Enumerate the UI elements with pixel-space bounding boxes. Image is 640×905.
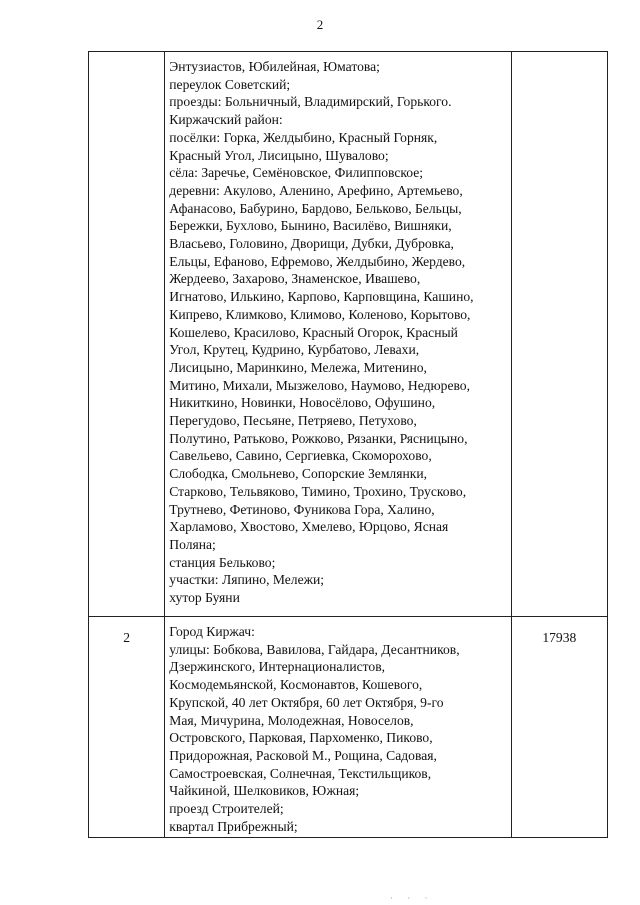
description-line: Слободка, Смольнево, Сопорские Землянки, [169, 466, 428, 482]
description-line: Старково, Тельвяково, Тимино, Трохино, Трусково, [169, 483, 467, 499]
description-line: Трутнево, Фетиново, Фуникова Гора, Халино, [169, 501, 435, 517]
description-line: Перегудово, Песьяне, Петряево, Петухово, [169, 413, 417, 429]
description-line: Власьево, Головино, Дворищи, Дубки, Дубровка, [169, 236, 454, 252]
description-line: Красный Угол, Лисицыно, Шувалово; [169, 147, 389, 163]
row-number [89, 52, 165, 617]
description-line: Самостроевская, Солнечная, Текстильщиков, [169, 765, 432, 781]
description-line: Поляна; [169, 536, 216, 552]
description-line: проезд Строителей; [169, 801, 284, 817]
description-line: Ельцы, Ефаново, Ефремово, Желдыбино, Жердево, [169, 253, 466, 269]
description-line: Космодемьянской, Космонавтов, Кошевого, [169, 677, 423, 693]
description-line: квартал Прибрежный; [169, 818, 298, 834]
description-line: проезды: Больничный, Владимирский, Горького. [169, 94, 452, 110]
description-line: Афанасово, Бабурино, Бардово, Бельково, Бельцы, [169, 200, 462, 216]
table-row [89, 52, 608, 617]
description-line: станция Бельково; [169, 554, 276, 570]
page-number: 2 [316, 17, 324, 32]
description-line: посёлки: Горка, Желдыбино, Красный Горняк, [169, 129, 438, 145]
description-line: сёла: Заречье, Семёновское, Филипповское; [169, 165, 424, 181]
description-line: Придорожная, Расковой М., Рощина, Садовая, [169, 747, 437, 763]
description-line: Лисицыно, Маринкино, Мележа, Митенино, [169, 359, 427, 375]
description-line: Дзержинского, Интернационалистов, [169, 659, 386, 675]
description-line: Островского, Парковая, Пархоменко, Пиково, [169, 730, 433, 746]
description-line: Никиткино, Новинки, Новосёлово, Офушино, [169, 395, 436, 411]
description-line: Митино, Михали, Мызжелово, Наумово, Недюрево, [169, 377, 470, 393]
description-line: Жердеево, Захарово, Знаменское, Ивашево, [169, 271, 421, 287]
description-line: Полутино, Ратьково, Рожково, Рязанки, Рясницыно, [169, 430, 468, 446]
description-line: Савельево, Савино, Сергиевка, Скоморохово, [169, 448, 432, 464]
description-line: улицы: Бобкова, Вавилова, Гайдара, Десантников, [169, 641, 460, 657]
description-line: Игнатово, Илькино, Карпово, Карповщина, Кашино, [169, 289, 474, 305]
row-description [165, 617, 511, 838]
description-line: Мая, Мичурина, Молодежная, Новоселов, [169, 712, 414, 728]
description-line: хутор Буяни [169, 590, 240, 606]
table-row [89, 617, 608, 838]
row-number: 2 [89, 617, 165, 838]
description-line: деревни: Акулово, Аленино, Арефино, Артемьево, [169, 182, 463, 198]
description-line: Киржачский район: [169, 112, 283, 128]
description-line: переулок Советский; [169, 76, 291, 92]
row-population: 17938 [511, 617, 607, 838]
row-population [511, 52, 607, 617]
description-line: Харламово, Хвостово, Хмелево, Юрцово, Ясная [169, 519, 449, 535]
row-description [165, 52, 511, 617]
districts-table [88, 51, 608, 838]
description-line: Город Киржач: [169, 624, 255, 639]
description-line: Бережки, Бухлово, Бынино, Василёво, Вишняки, [169, 218, 452, 234]
description-line: Угол, Крутец, Кудрино, Курбатово, Левахи, [169, 342, 420, 358]
description-line: участки: Ляпино, Мележи; [169, 572, 325, 588]
description-line: Крупской, 40 лет Октября, 60 лет Октября, 9-го [169, 694, 444, 710]
description-line: Энтузиастов, Юбилейная, Юматова; [169, 59, 380, 74]
description-line: Кипрево, Климково, Климово, Коленово, Корытово, [169, 306, 471, 322]
scan-noise: · · · [390, 893, 434, 903]
description-line: Чайкиной, Шелковиков, Южная; [169, 783, 360, 799]
description-line: Кошелево, Красилово, Красный Огорок, Красный [169, 324, 458, 340]
